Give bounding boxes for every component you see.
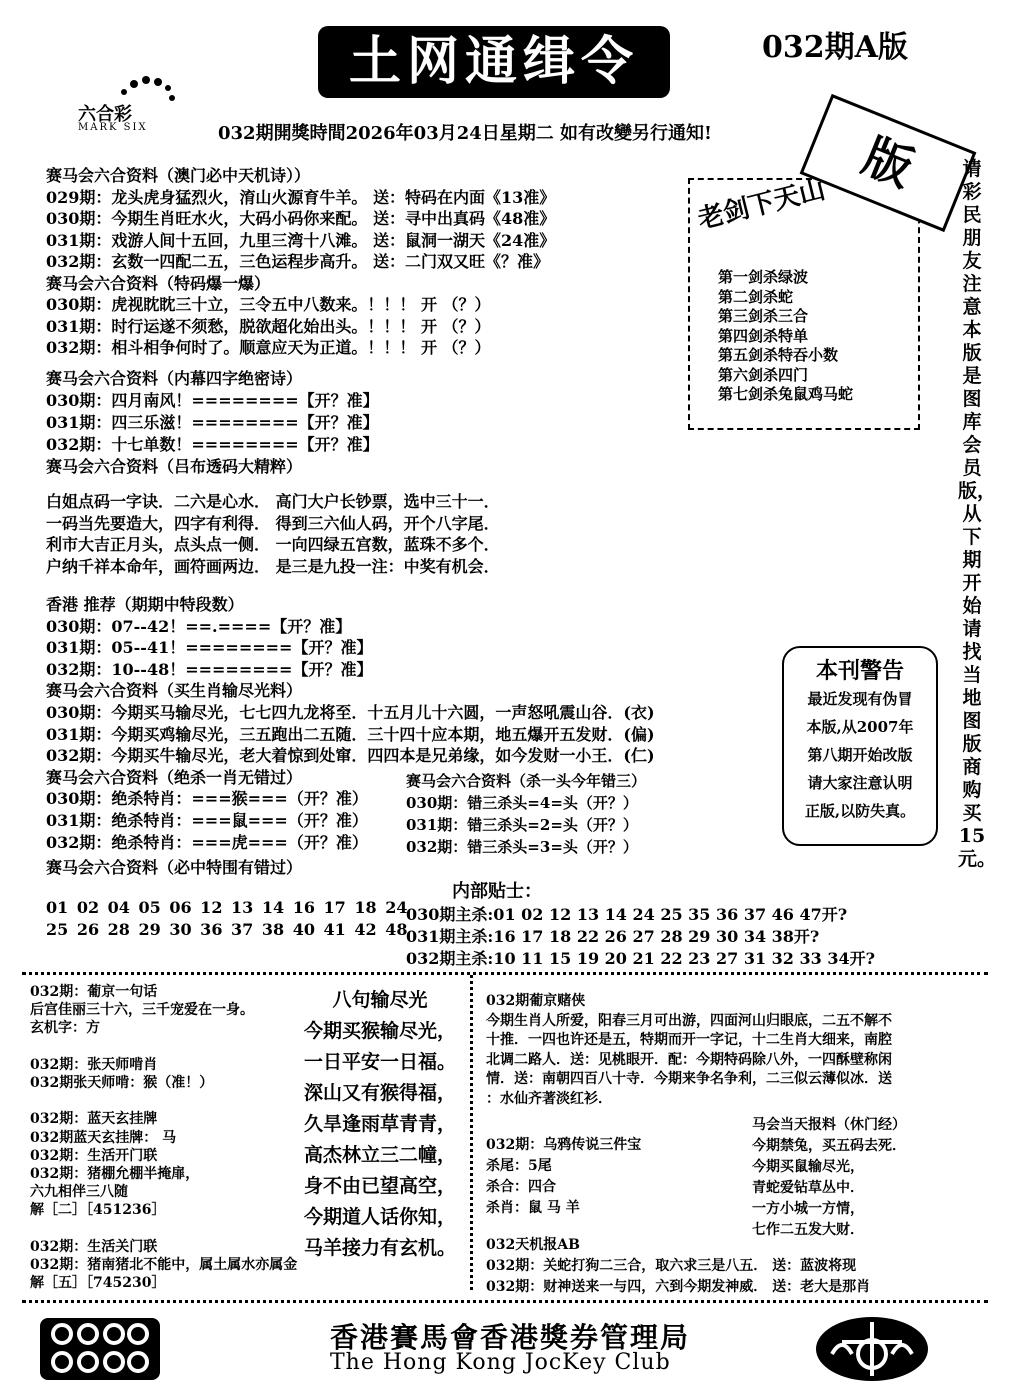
edition-label: 032期A版 xyxy=(762,30,908,65)
text-line: 六九相伴三八随 xyxy=(30,1184,128,1201)
footer-chinese: 香港賽馬會香港獎券管理局 xyxy=(330,1321,691,1354)
text-line: 032期：今期买牛输尽光，老大着惊到处窜．四四本是兄弟缘，如今发财一小王．(仁) xyxy=(46,746,655,766)
sword-item: 第四剑杀特单 xyxy=(718,326,809,345)
text-line: 030期：虎视眈眈三十立，三令五中八数来。！！！ 开 （？） xyxy=(46,295,491,314)
text-line: 031期：今期买鸡输尽光，三五跑出二五随．三十四十应本期，地五爆开五发财．(偏) xyxy=(46,724,655,744)
text-line: 031期：错三杀头=2=头（开？） xyxy=(406,816,638,834)
text-line: 032期：蓝天玄挂牌 xyxy=(30,1111,158,1128)
text-line: 情．送：南朝四百八十寺．今期来争名争利，二三似云薄似冰．送 xyxy=(486,1071,892,1087)
text-line: 赛马会六合资料（杀一头今年错三） xyxy=(406,772,647,790)
poem-line: 久旱逢雨草青青， xyxy=(303,1113,456,1135)
logo-sub: MARK SIX xyxy=(78,122,148,133)
text-line: 032期：葡京一句话 xyxy=(30,984,158,1000)
text-line: 031期：戏游人间十五回，九里三湾十八滩。 送：鼠洞一湖天《24准》 xyxy=(46,230,556,250)
text-line: 032天机报AB xyxy=(486,1237,580,1253)
text-line: 赛马会六合资料（买生肖输尽光料） xyxy=(46,681,303,701)
internal-line: 032期主杀:10 11 15 19 20 21 22 23 27 31 32 33 34开? xyxy=(406,949,875,968)
text-line: 031期：绝杀特肖：===鼠===（开？准） xyxy=(46,811,368,830)
internal-title: 内部贴士： xyxy=(452,881,542,902)
text-line: 032期：关蛇打狗二三合，取六求三是八五． 送：蓝波将现 xyxy=(486,1258,857,1274)
must-title: 赛马会六合资料（必中特围有错过） xyxy=(46,858,303,877)
draw-time: 032期開獎時間2026年03月24日星期二 如有改變另行通知! xyxy=(218,123,712,144)
text-line: 030期：今期生肖旺水火，大码小码你来配。 送：寻中出真码《48准》 xyxy=(46,209,556,228)
text-line: 032期张天师啃：猴（准！） xyxy=(30,1075,214,1091)
jockey-club-emblem xyxy=(812,1314,932,1384)
text-line: 032期：绝杀特肖：===虎===（开？准） xyxy=(46,832,368,852)
text-line: 利市大吉正月头，点头点一侧． 一向四绿五宫数，蓝珠不多个． xyxy=(46,535,500,554)
divider xyxy=(22,972,988,975)
logo-text: 六合彩 xyxy=(78,104,132,125)
text-line: 030期：四月南风！========【开？准】 xyxy=(46,391,379,410)
warning-line: 正版,以防失真。 xyxy=(804,802,916,820)
vertical-note: 请彩民朋友注意本版是图库会员版，从下期开始请找当地图版商购买15元。 xyxy=(958,158,997,870)
page-title: 土网通缉令 xyxy=(318,26,670,98)
warning-line: 本版,从2007年 xyxy=(806,718,914,736)
text-line: 杀合：四合 xyxy=(486,1179,556,1195)
text-line: 一码当先要造大，四字有利得． 得到三六仙人码，开个八字尾． xyxy=(46,513,500,533)
text-line: 今期买鼠输尽光， xyxy=(752,1159,864,1175)
divider xyxy=(22,1300,988,1303)
text-line: 032期葡京赌侠 xyxy=(486,993,586,1009)
jockey-club-pattern-logo xyxy=(38,1316,162,1382)
edition-stamp: 版 xyxy=(800,94,977,232)
text-line: ：水仙齐著淡红衫． xyxy=(486,1090,612,1107)
poem-title: 八句输尽光 xyxy=(332,989,428,1011)
text-line: 赛马会六合资料（绝杀一肖无错过） xyxy=(46,767,303,787)
poem-eight xyxy=(300,985,460,1264)
text-line: 032期：财神送来一与四，六到今期发神威． 送：老大是那肖 xyxy=(486,1279,871,1295)
sword-item: 第三剑杀三合 xyxy=(718,307,809,325)
sword-item: 第二剑杀蛇 xyxy=(718,287,794,306)
text-line: 031期：四三乐滋！========【开？准】 xyxy=(46,413,379,432)
warning-title: 本刊警告 xyxy=(815,658,904,684)
internal-line: 030期主杀:01 02 12 13 14 24 25 35 36 37 46 47开? xyxy=(406,905,848,924)
warning-line: 请大家注意认明 xyxy=(807,774,913,792)
text-line: 七作二五发大财． xyxy=(752,1222,864,1238)
warning-line: 第八期开始改版 xyxy=(807,746,913,764)
poem-line: 今期道人话你知， xyxy=(303,1206,456,1228)
text-line: 杀肖：鼠 马 羊 xyxy=(486,1200,580,1216)
text-line: 青蛇爱钻草丛中． xyxy=(752,1180,864,1196)
text-line: 031期：05--41！========【开？准】 xyxy=(46,638,373,658)
text-line: 赛马会六合资料（澳门必中天机诗）） xyxy=(46,166,311,185)
text-line: 032期：猪棚允棚半掩扉， xyxy=(30,1166,200,1182)
text-line: 玄机字：方 xyxy=(30,1020,100,1037)
text-line: 032期：乌鸦传说三件宝 xyxy=(486,1137,642,1153)
poem-line: 深山又有猴得福， xyxy=(303,1082,456,1104)
footer-english: The Hong Kong JocKey Club xyxy=(330,1350,671,1375)
poem-line: 马羊接力有玄机。 xyxy=(303,1237,456,1259)
internal-line: 031期主杀:16 17 18 22 26 27 28 29 30 34 38开? xyxy=(406,927,820,946)
text-line: 今期禁兔，买五码去死． xyxy=(752,1138,906,1154)
text-line: 杀尾：5尾 xyxy=(486,1158,552,1174)
text-line: 032期：错三杀头=3=头（开？） xyxy=(406,838,638,856)
text-line: 030期：07--42！==.====【开？准】 xyxy=(46,616,352,636)
text-line: 030期：错三杀头=4=头（开？） xyxy=(406,794,638,812)
text-line: 029期：龙头虎身猛烈火，淯山火源育牛羊。 送：特码在内面《13准》 xyxy=(46,187,556,207)
text-line: 031期：时行运遂不须愁，脱欲超化始出头。！！！ 开 （？） xyxy=(46,316,491,336)
text-line: 北调二路人．送：见桃眼开．配：今期特码除八外，一四酥壁称闲 xyxy=(486,1051,892,1068)
poem-line: 高杰林立三二幢， xyxy=(303,1144,456,1166)
text-line: 马会当天报料（休门经） xyxy=(752,1117,906,1133)
text-line: 赛马会六合资料（内幕四字绝密诗） xyxy=(46,369,303,388)
text-line: 解［二］［451236］ xyxy=(30,1202,166,1219)
text-line: 十推．一四也许还是五，特期而开一字记，十二生肖大细来，南腔 xyxy=(486,1032,892,1048)
text-line: 030期：绝杀特肖：===猴===（开？准） xyxy=(46,789,368,809)
swords-title: 老剑下天山 xyxy=(694,174,829,236)
text-line: 032期：十七单数！========【开？准】 xyxy=(46,435,379,454)
text-line: 今期生肖人所爱，阳春三月可出游，四面河山归眼底，二五不解不 xyxy=(486,1012,892,1029)
warning-box xyxy=(782,646,938,846)
text-line: 后宫佳丽三十六，三千宠爱在一身。 xyxy=(30,1002,254,1019)
poem-line: 身不由已望高空， xyxy=(303,1175,456,1197)
text-line: 一方小城一方情， xyxy=(752,1201,864,1217)
text-line: 赛马会六合资料（吕布透码大精粹） xyxy=(46,457,303,476)
text-line: 032期：猪南猪北不能中，属土属水亦属金 xyxy=(30,1257,298,1273)
text-line: 户纳千祥本命年，画符画两边． 是三是九投一注：中奖有机会． xyxy=(46,556,500,576)
text-line: 032期：相斗相争何时了。顺意应天为正道。！！！ 开 （？） xyxy=(46,338,491,357)
text-line: 032期：生活关门联 xyxy=(30,1238,158,1255)
must-row-1: 01 02 04 05 06 12 13 14 16 17 18 24 xyxy=(46,898,408,917)
text-line: 解［五］［745230］ xyxy=(30,1275,166,1292)
sword-item: 第五剑杀特吞小数 xyxy=(718,346,839,364)
warning-line: 最近发现有伪冒 xyxy=(807,690,913,708)
text-line: 032期：生活开门联 xyxy=(30,1147,158,1164)
sword-item: 第七剑杀兔鼠鸡马蛇 xyxy=(718,385,854,403)
text-line: 032期蓝天玄挂牌： 马 xyxy=(30,1129,177,1146)
text-line: 赛马会六合资料（特码爆一爆） xyxy=(46,273,271,293)
poem-line: 今期买猴输尽光， xyxy=(303,1020,456,1042)
poem-line: 一日平安一日福。 xyxy=(303,1051,456,1073)
text-line: 032期：张天师啃肖 xyxy=(30,1056,158,1073)
text-line: 032期：玄数一四配二五，三色运程步高升。 送：二门双又旺《？准》 xyxy=(46,252,549,271)
text-line: 032期：10--48！========【开？准】 xyxy=(46,659,373,679)
must-row-2: 25 26 28 29 30 36 37 38 40 41 42 48 xyxy=(46,920,408,939)
divider-vertical xyxy=(470,975,473,1290)
text-line: 白姐点码一字诀．二六是心水． 高门大户长钞票，选中三十一． xyxy=(46,492,500,511)
text-line: 030期：今期买马输尽光，七七四九龙将至．十五月儿十六圆，一声怒吼震山谷．(衣) xyxy=(46,703,655,722)
sword-item: 第六剑杀四门 xyxy=(718,365,809,384)
text-line: 香港 推荐（期期中特段数） xyxy=(46,595,244,614)
sword-item: 第一剑杀绿波 xyxy=(718,268,809,286)
